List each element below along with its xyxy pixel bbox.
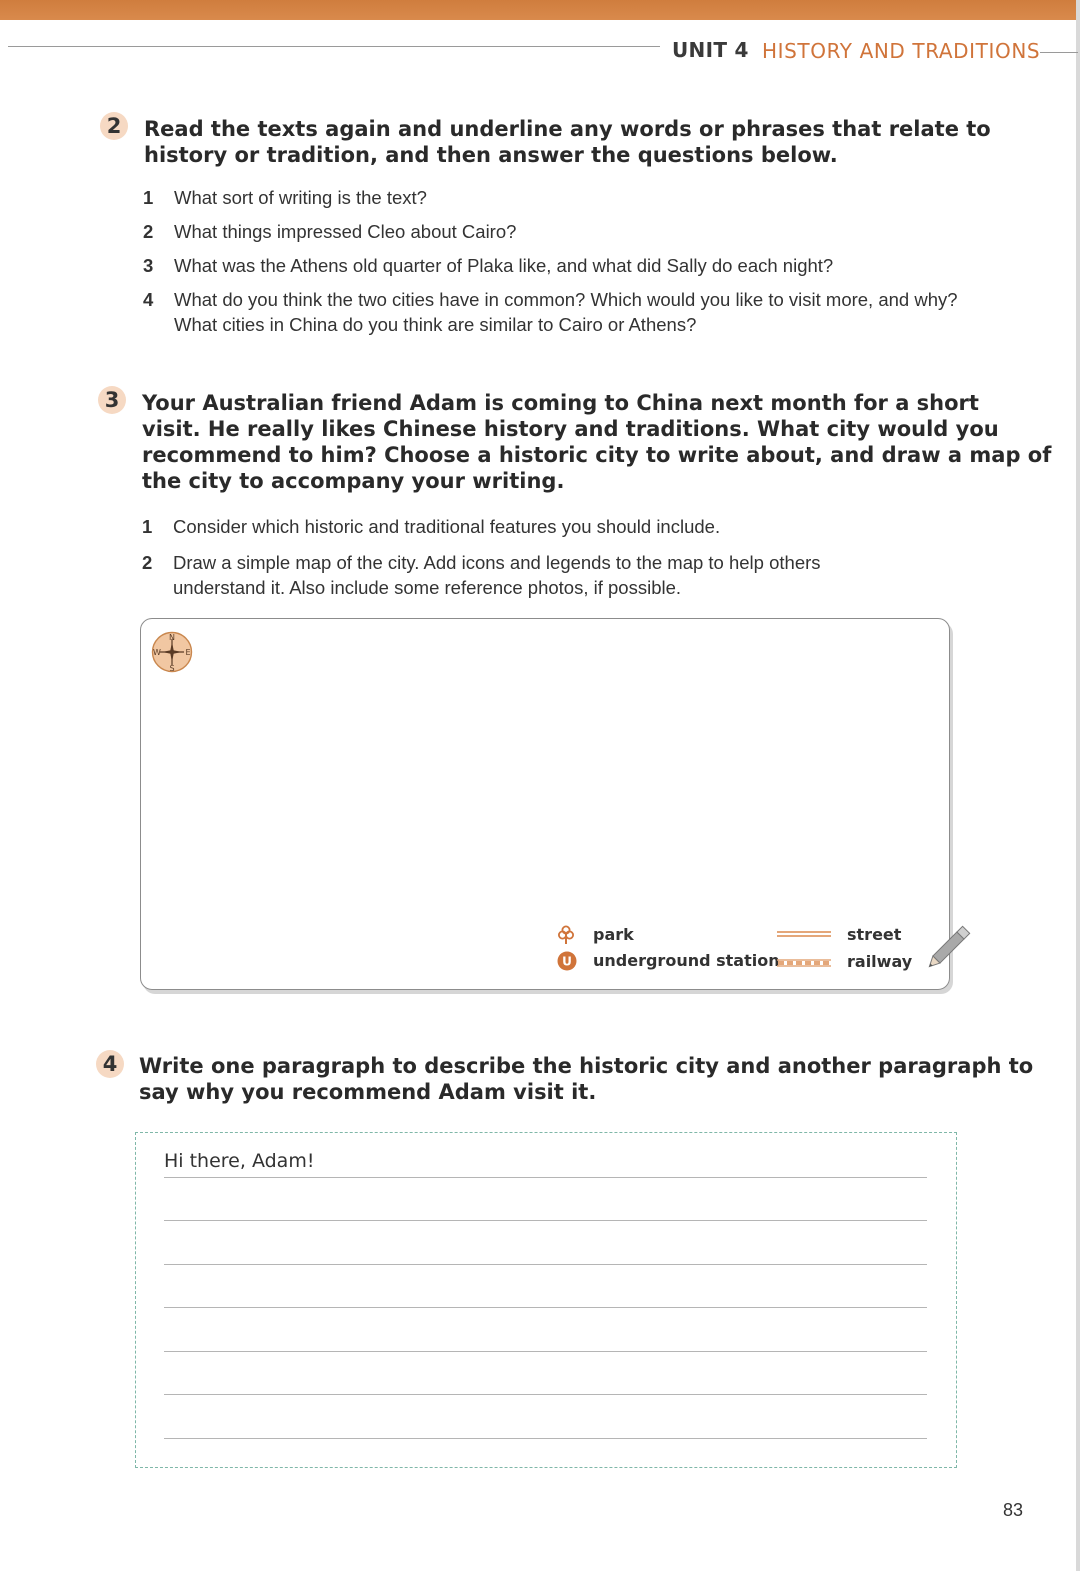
legend-park-label: park <box>593 925 634 944</box>
instruction-line: Write one paragraph to describe the historic city and another paragraph to <box>139 1054 1034 1078</box>
writing-line[interactable] <box>164 1394 927 1395</box>
writing-line[interactable] <box>164 1220 927 1221</box>
instruction-line: Your Australian friend Adam is coming to China next month for a short <box>142 391 979 415</box>
exercise-2-question-list <box>143 185 983 337</box>
exercise-2-number: 2 <box>100 112 128 140</box>
step-item <box>142 550 902 600</box>
question-item <box>143 287 983 337</box>
compass-icon <box>151 631 193 673</box>
street-line-icon <box>777 929 831 939</box>
writing-line[interactable] <box>164 1264 927 1265</box>
page-edge <box>1076 0 1080 1571</box>
instruction-line: recommend to him? Choose a historic city to write about, and draw a map of <box>142 443 1052 467</box>
park-icon <box>557 925 575 945</box>
question-number: 2 <box>143 221 154 242</box>
exercise-4-instruction <box>139 1053 1033 1105</box>
page-number: 83 <box>1003 1500 1024 1520</box>
exercise-3-number: 3 <box>98 386 126 414</box>
writing-line[interactable] <box>164 1307 927 1308</box>
question-text: What sort of writing is the text? <box>174 187 427 208</box>
writing-line[interactable] <box>164 1177 927 1178</box>
question-item <box>143 185 983 210</box>
step-number: 2 <box>142 552 153 573</box>
compass-west: W <box>153 648 161 657</box>
underground-station-icon <box>557 951 577 971</box>
writing-line[interactable] <box>164 1351 927 1352</box>
header-rule-left <box>8 46 660 47</box>
question-text: What do you think the two cities have in common? Which would you like to visit more, and why? What cities in China do you think are similar to Cairo or Athens? <box>174 289 958 335</box>
compass-east: E <box>185 648 191 657</box>
instruction-line: the city to accompany your writing. <box>142 469 565 493</box>
unit-label: UNIT 4 <box>672 38 749 62</box>
writing-line[interactable] <box>164 1438 927 1439</box>
question-number: 4 <box>143 289 154 310</box>
underground-symbol: U <box>562 954 572 969</box>
railway-line-icon <box>777 958 831 968</box>
exercise-4-number: 4 <box>96 1050 124 1078</box>
question-text: What things impressed Cleo about Cairo? <box>174 221 517 242</box>
instruction-line: visit. He really likes Chinese history and traditions. What city would you <box>142 417 999 441</box>
question-text: What was the Athens old quarter of Plaka like, and what did Sally do each night? <box>174 255 834 276</box>
instruction-line: Read the texts again and underline any words or phrases that relate to <box>144 117 991 141</box>
step-item <box>142 514 902 539</box>
question-number: 1 <box>143 187 154 208</box>
step-text: Draw a simple map of the city. Add icons and legends to the map to help others understand it. Also include some reference photos, if possible. <box>173 552 821 598</box>
exercise-3-instruction <box>142 390 1051 494</box>
legend-underground-label: underground station <box>593 951 780 970</box>
question-item <box>143 219 983 244</box>
writing-area[interactable] <box>135 1132 957 1468</box>
top-color-band <box>0 0 1080 20</box>
instruction-line: say why you recommend Adam visit it. <box>139 1080 597 1104</box>
compass-north: N <box>169 633 175 642</box>
question-item <box>143 253 983 278</box>
unit-title: HISTORY AND TRADITIONS <box>762 39 1041 63</box>
legend-railway-label: railway <box>847 952 913 971</box>
step-text: Consider which historic and traditional features you should include. <box>173 516 721 537</box>
pencil-icon <box>924 916 980 972</box>
instruction-line: history or tradition, and then answer the questions below. <box>144 143 838 167</box>
exercise-3-step-list <box>142 514 902 600</box>
compass-south: S <box>169 664 175 673</box>
question-number: 3 <box>143 255 154 276</box>
letter-greeting: Hi there, Adam! <box>164 1150 315 1172</box>
header-rule-right <box>1040 52 1078 53</box>
legend-street-label: street <box>847 925 902 944</box>
step-number: 1 <box>142 516 153 537</box>
exercise-2-instruction <box>144 116 991 168</box>
